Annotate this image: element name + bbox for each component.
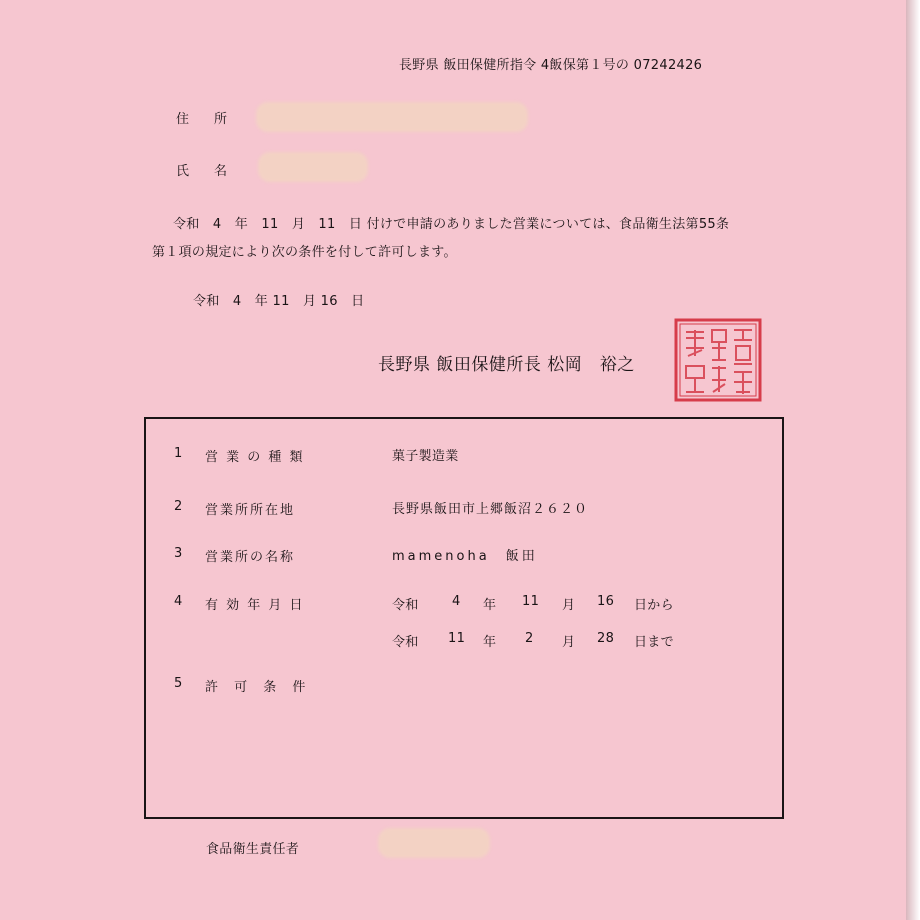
name-label: 氏 名 — [176, 164, 234, 179]
business-location-label: 営業所所在地 — [205, 503, 296, 518]
business-type-value: 菓子製造業 — [392, 449, 459, 464]
item-number: 4 — [174, 594, 183, 609]
body-line-1: 令和 4 年 11 月 11 日 付けで申請のありました営業については、食品衛生法第55条 — [173, 217, 730, 232]
permit-reference: 長野県 飯田保健所指令 4飯保第１号の 07242426 — [399, 58, 703, 73]
address-label: 住 所 — [176, 112, 234, 127]
food-hygiene-manager-label: 食品衛生責任者 — [206, 842, 300, 857]
item-number: 2 — [174, 499, 183, 514]
body-line-2: 第１項の規定により次の条件を付して許可します。 — [152, 245, 457, 260]
issue-date: 令和 4 年 11 月 16 日 — [193, 294, 365, 309]
validity-label: 有 効 年 月 日 — [205, 598, 305, 613]
valid-to-month-unit: 月 — [562, 635, 576, 650]
valid-to-era: 令和 — [392, 635, 419, 650]
valid-from-day: 16 — [597, 594, 615, 609]
name-redaction — [258, 152, 368, 182]
valid-to-year-unit: 年 — [483, 635, 497, 650]
official-seal-icon — [672, 316, 764, 404]
permit-conditions-label: 許 可 条 件 — [205, 680, 312, 695]
valid-from-year: 4 — [452, 594, 461, 609]
valid-from-year-unit: 年 — [483, 598, 497, 613]
manager-name-redaction — [378, 828, 490, 858]
valid-from-month-unit: 月 — [562, 598, 576, 613]
business-name-label: 営業所の名称 — [205, 550, 296, 565]
business-type-label: 営 業 の 種 類 — [205, 450, 305, 465]
business-name-value: mamenoha 飯田 — [392, 549, 538, 564]
valid-from-month: 11 — [522, 594, 540, 609]
valid-to-year: 11 — [448, 631, 466, 646]
issuer-name: 長野県 飯田保健所長 松岡 裕之 — [378, 355, 635, 375]
address-redaction — [256, 102, 528, 132]
item-number: 5 — [174, 676, 183, 691]
permit-details-box — [144, 417, 784, 819]
valid-to-month: 2 — [525, 631, 534, 646]
item-number: 3 — [174, 546, 183, 561]
valid-from-suffix: 日から — [634, 598, 674, 613]
valid-to-day: 28 — [597, 631, 615, 646]
valid-to-suffix: 日まで — [634, 635, 674, 650]
page-edge-shadow — [906, 0, 920, 920]
business-location-value: 長野県飯田市上郷飯沼２６２０ — [392, 502, 589, 517]
item-number: 1 — [174, 446, 183, 461]
valid-from-era: 令和 — [392, 598, 419, 613]
